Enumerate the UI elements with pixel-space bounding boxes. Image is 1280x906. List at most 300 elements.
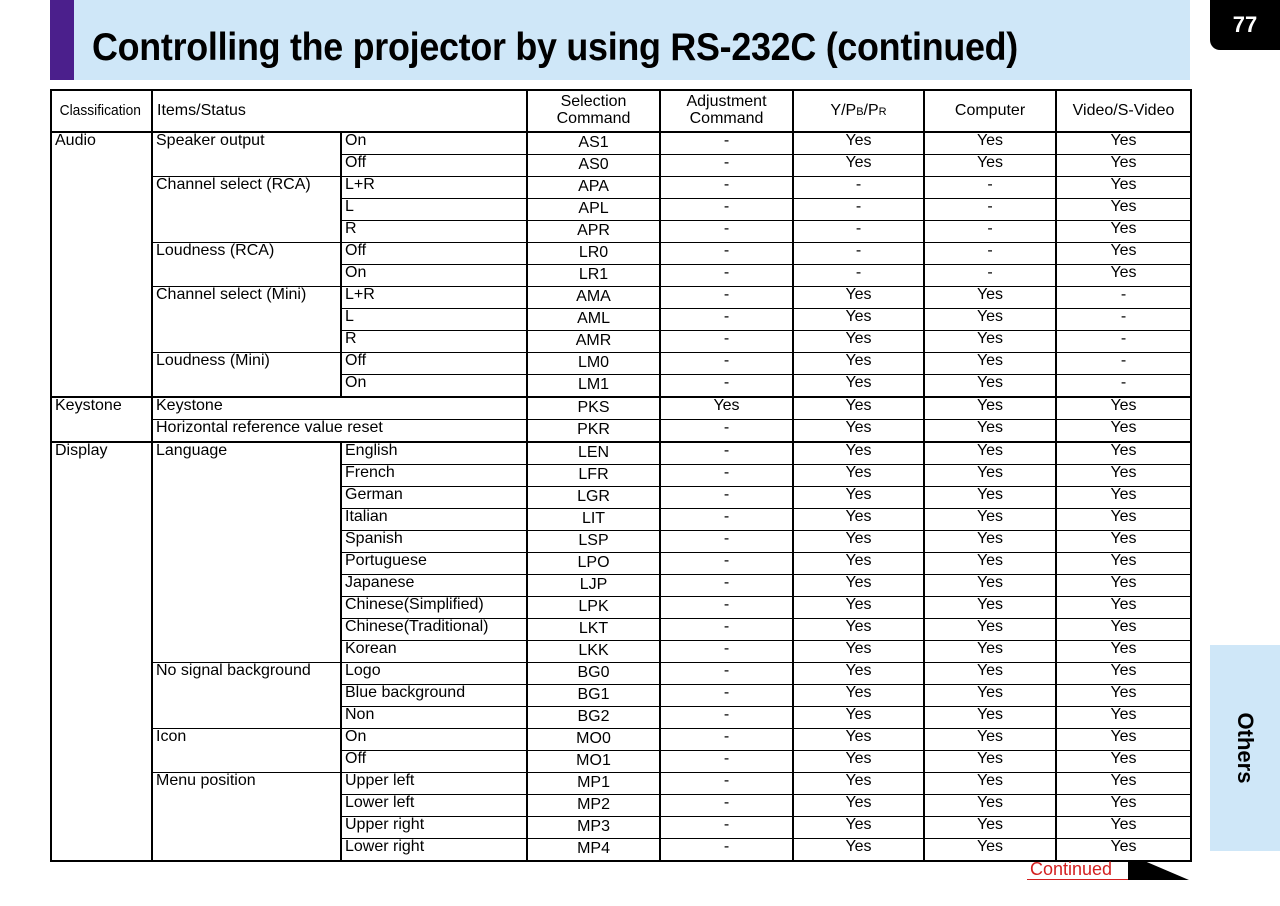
- ypbpr-cell: Yes: [793, 751, 924, 773]
- computer-cell: Yes: [924, 641, 1056, 663]
- adjustment-command-cell: -: [660, 375, 793, 398]
- video-cell: Yes: [1056, 465, 1191, 487]
- adjustment-command-cell: -: [660, 487, 793, 509]
- computer-cell: Yes: [924, 287, 1056, 309]
- video-cell: -: [1056, 353, 1191, 375]
- adjustment-command-cell: -: [660, 707, 793, 729]
- selection-command-cell: APA: [527, 177, 660, 199]
- item-cell: Loudness (RCA): [152, 243, 341, 265]
- adjustment-command-cell: -: [660, 553, 793, 575]
- table-row: [51, 685, 1191, 707]
- table-row: [51, 442, 1191, 465]
- status-cell: L+R: [341, 177, 527, 199]
- ypbpr-cell: Yes: [793, 309, 924, 331]
- ypbpr-cell: Yes: [793, 397, 924, 420]
- ypbpr-cell: Yes: [793, 155, 924, 177]
- computer-cell: Yes: [924, 839, 1056, 862]
- computer-cell: Yes: [924, 155, 1056, 177]
- adjustment-command-cell: -: [660, 265, 793, 287]
- section-side-tab-label: Others: [1233, 712, 1258, 784]
- computer-cell: Yes: [924, 442, 1056, 465]
- status-cell: Blue background: [341, 685, 527, 707]
- classification-cell: [51, 817, 152, 839]
- computer-cell: Yes: [924, 707, 1056, 729]
- status-cell: French: [341, 465, 527, 487]
- video-cell: Yes: [1056, 839, 1191, 862]
- status-cell: Off: [341, 155, 527, 177]
- item-cell: Loudness (Mini): [152, 353, 341, 375]
- classification-cell: [51, 729, 152, 751]
- computer-cell: Yes: [924, 575, 1056, 597]
- adjustment-command-cell: -: [660, 641, 793, 663]
- video-cell: Yes: [1056, 531, 1191, 553]
- item-cell: Icon: [152, 729, 341, 751]
- classification-cell: [51, 309, 152, 331]
- video-cell: Yes: [1056, 685, 1191, 707]
- selection-command-cell: MP2: [527, 795, 660, 817]
- table-row: [51, 729, 1191, 751]
- ypbpr-cell: Yes: [793, 641, 924, 663]
- table-row: [51, 619, 1191, 641]
- status-cell: Chinese(Simplified): [341, 597, 527, 619]
- classification-cell: [51, 839, 152, 862]
- classification-cell: Keystone: [51, 397, 152, 420]
- status-cell: English: [341, 442, 527, 465]
- status-cell: Italian: [341, 509, 527, 531]
- video-cell: Yes: [1056, 597, 1191, 619]
- ypbpr-cell: Yes: [793, 839, 924, 862]
- video-cell: Yes: [1056, 243, 1191, 265]
- computer-cell: Yes: [924, 331, 1056, 353]
- item-cell: [152, 839, 341, 862]
- selection-command-cell: LEN: [527, 442, 660, 465]
- video-cell: Yes: [1056, 553, 1191, 575]
- page-number: 77: [1232, 12, 1258, 37]
- ypbpr-cell: Yes: [793, 353, 924, 375]
- adjustment-command-cell: -: [660, 729, 793, 751]
- status-cell: Non: [341, 707, 527, 729]
- table-row: [51, 331, 1191, 353]
- table-row: [51, 487, 1191, 509]
- adjustment-command-cell: -: [660, 509, 793, 531]
- adjustment-command-cell: -: [660, 663, 793, 685]
- header-classification: Classification: [55, 90, 148, 132]
- selection-command-cell: LPO: [527, 553, 660, 575]
- classification-cell: [51, 177, 152, 199]
- computer-cell: -: [924, 243, 1056, 265]
- computer-cell: Yes: [924, 397, 1056, 420]
- status-cell: Lower right: [341, 839, 527, 862]
- item-cell: [152, 155, 341, 177]
- ypbpr-cell: Yes: [793, 773, 924, 795]
- video-cell: Yes: [1056, 707, 1191, 729]
- item-cell: [152, 199, 341, 221]
- header-adjustment-line2: Command: [689, 110, 764, 127]
- video-cell: Yes: [1056, 442, 1191, 465]
- continued-label[interactable]: Continued: [1030, 859, 1113, 879]
- status-cell: Japanese: [341, 575, 527, 597]
- computer-cell: Yes: [924, 353, 1056, 375]
- ypbpr-cell: Yes: [793, 795, 924, 817]
- item-cell: [152, 221, 341, 243]
- ypbpr-cell: -: [793, 199, 924, 221]
- selection-command-cell: APR: [527, 221, 660, 243]
- item-cell: [152, 795, 341, 817]
- selection-command-cell: LKK: [527, 641, 660, 663]
- item-cell: [152, 619, 341, 641]
- selection-command-cell: LKT: [527, 619, 660, 641]
- classification-cell: [51, 531, 152, 553]
- status-cell: R: [341, 331, 527, 353]
- computer-cell: Yes: [924, 817, 1056, 839]
- adjustment-command-cell: -: [660, 442, 793, 465]
- table-row: [51, 375, 1191, 398]
- section-side-tab[interactable]: [1210, 645, 1280, 851]
- classification-cell: [51, 641, 152, 663]
- table-row: [51, 243, 1191, 265]
- item-cell: Channel select (RCA): [152, 177, 341, 199]
- header-selection-command: [527, 90, 660, 132]
- selection-command-cell: AS0: [527, 155, 660, 177]
- rs232c-command-table: [50, 89, 1192, 862]
- adjustment-command-cell: -: [660, 132, 793, 155]
- table-row: [51, 155, 1191, 177]
- ypbpr-cell: -: [793, 265, 924, 287]
- computer-cell: Yes: [924, 729, 1056, 751]
- item-cell: [152, 553, 341, 575]
- classification-cell: [51, 221, 152, 243]
- ypbpr-cell: Yes: [793, 553, 924, 575]
- classification-cell: [51, 199, 152, 221]
- ypbpr-cell: Yes: [793, 619, 924, 641]
- selection-command-cell: AMR: [527, 331, 660, 353]
- selection-command-cell: LIT: [527, 509, 660, 531]
- continued-underline: [1027, 879, 1132, 880]
- classification-cell: [51, 243, 152, 265]
- selection-command-cell: MO1: [527, 751, 660, 773]
- header-adjustment-command: [660, 90, 793, 132]
- computer-cell: Yes: [924, 663, 1056, 685]
- table-row: [51, 553, 1191, 575]
- selection-command-cell: MO0: [527, 729, 660, 751]
- table-row: [51, 575, 1191, 597]
- adjustment-command-cell: -: [660, 597, 793, 619]
- table-row: [51, 221, 1191, 243]
- selection-command-cell: LSP: [527, 531, 660, 553]
- video-cell: Yes: [1056, 795, 1191, 817]
- computer-cell: Yes: [924, 509, 1056, 531]
- selection-command-cell: AML: [527, 309, 660, 331]
- status-cell: Upper right: [341, 817, 527, 839]
- video-cell: Yes: [1056, 132, 1191, 155]
- item-cell: [152, 487, 341, 509]
- adjustment-command-cell: -: [660, 309, 793, 331]
- status-cell: Lower left: [341, 795, 527, 817]
- selection-command-cell: BG0: [527, 663, 660, 685]
- table-row: [51, 265, 1191, 287]
- ypbpr-cell: -: [793, 221, 924, 243]
- header-selection-line1: Selection: [560, 93, 627, 111]
- adjustment-command-cell: -: [660, 287, 793, 309]
- video-cell: Yes: [1056, 265, 1191, 287]
- ypbpr-cell: Yes: [793, 487, 924, 509]
- status-cell: Upper left: [341, 773, 527, 795]
- status-cell: Chinese(Traditional): [341, 619, 527, 641]
- classification-cell: [51, 773, 152, 795]
- table-row: [51, 309, 1191, 331]
- item-cell: [152, 375, 341, 398]
- computer-cell: Yes: [924, 751, 1056, 773]
- adjustment-command-cell: -: [660, 420, 793, 443]
- classification-cell: [51, 619, 152, 641]
- computer-cell: Yes: [924, 420, 1056, 443]
- table-row: [51, 177, 1191, 199]
- classification-cell: [51, 420, 152, 443]
- adjustment-command-cell: -: [660, 685, 793, 707]
- item-cell: Horizontal reference value reset: [152, 420, 527, 443]
- selection-command-cell: LGR: [527, 487, 660, 509]
- adjustment-command-cell: -: [660, 751, 793, 773]
- title-accent-bar: [50, 0, 74, 80]
- ypbpr-cell: Yes: [793, 707, 924, 729]
- computer-cell: -: [924, 265, 1056, 287]
- table-row: [51, 663, 1191, 685]
- computer-cell: -: [924, 199, 1056, 221]
- item-cell: [152, 707, 341, 729]
- ypbpr-cell: Yes: [793, 420, 924, 443]
- table-row: [51, 397, 1191, 420]
- item-cell: [152, 331, 341, 353]
- video-cell: Yes: [1056, 397, 1191, 420]
- adjustment-command-cell: -: [660, 221, 793, 243]
- page-title: Controlling the projector by using RS-232C (continued): [92, 26, 1018, 69]
- computer-cell: Yes: [924, 375, 1056, 398]
- video-cell: Yes: [1056, 619, 1191, 641]
- table-row: [51, 132, 1191, 155]
- header-ypbpr: [793, 90, 924, 132]
- classification-cell: [51, 553, 152, 575]
- status-cell: Spanish: [341, 531, 527, 553]
- classification-cell: Display: [51, 442, 152, 465]
- classification-cell: [51, 487, 152, 509]
- video-cell: Yes: [1056, 199, 1191, 221]
- header-ypbpr-r: R: [878, 105, 887, 118]
- status-cell: L: [341, 199, 527, 221]
- ypbpr-cell: Yes: [793, 817, 924, 839]
- adjustment-command-cell: -: [660, 353, 793, 375]
- item-cell: Menu position: [152, 773, 341, 795]
- video-cell: -: [1056, 287, 1191, 309]
- table-row: [51, 773, 1191, 795]
- adjustment-command-cell: -: [660, 839, 793, 862]
- adjustment-command-cell: -: [660, 177, 793, 199]
- adjustment-command-cell: -: [660, 619, 793, 641]
- classification-cell: Audio: [51, 132, 152, 155]
- video-cell: Yes: [1056, 221, 1191, 243]
- item-cell: [152, 309, 341, 331]
- video-cell: Yes: [1056, 155, 1191, 177]
- selection-command-cell: LR0: [527, 243, 660, 265]
- ypbpr-cell: Yes: [793, 531, 924, 553]
- selection-command-cell: BG1: [527, 685, 660, 707]
- selection-command-cell: MP4: [527, 839, 660, 862]
- selection-command-cell: LM0: [527, 353, 660, 375]
- selection-command-cell: LM1: [527, 375, 660, 398]
- selection-command-cell: LFR: [527, 465, 660, 487]
- ypbpr-cell: Yes: [793, 575, 924, 597]
- header-ypbpr-b: B: [856, 105, 864, 118]
- video-cell: Yes: [1056, 177, 1191, 199]
- header-items-status: Items/Status: [152, 90, 527, 132]
- classification-cell: [51, 465, 152, 487]
- classification-cell: [51, 265, 152, 287]
- adjustment-command-cell: -: [660, 817, 793, 839]
- selection-command-cell: BG2: [527, 707, 660, 729]
- status-cell: Off: [341, 751, 527, 773]
- video-cell: Yes: [1056, 487, 1191, 509]
- computer-cell: Yes: [924, 597, 1056, 619]
- header-ypbpr-sep: /P: [863, 101, 879, 119]
- item-cell: [152, 531, 341, 553]
- video-cell: Yes: [1056, 817, 1191, 839]
- selection-command-cell: LR1: [527, 265, 660, 287]
- table-header-row: [51, 90, 1191, 132]
- selection-command-cell: PKR: [527, 420, 660, 443]
- computer-cell: Yes: [924, 553, 1056, 575]
- video-cell: Yes: [1056, 729, 1191, 751]
- ypbpr-cell: Yes: [793, 685, 924, 707]
- status-cell: L: [341, 309, 527, 331]
- ypbpr-cell: -: [793, 177, 924, 199]
- classification-cell: [51, 287, 152, 309]
- table-row: [51, 597, 1191, 619]
- video-cell: Yes: [1056, 663, 1191, 685]
- selection-command-cell: AMA: [527, 287, 660, 309]
- item-cell: [152, 575, 341, 597]
- adjustment-command-cell: -: [660, 155, 793, 177]
- ypbpr-cell: Yes: [793, 509, 924, 531]
- selection-command-cell: LJP: [527, 575, 660, 597]
- status-cell: Off: [341, 353, 527, 375]
- selection-command-cell: AS1: [527, 132, 660, 155]
- ypbpr-cell: Yes: [793, 287, 924, 309]
- computer-cell: -: [924, 177, 1056, 199]
- table-row: [51, 353, 1191, 375]
- selection-command-cell: LPK: [527, 597, 660, 619]
- table-row: [51, 199, 1191, 221]
- table-row: [51, 795, 1191, 817]
- table-row: [51, 707, 1191, 729]
- classification-cell: [51, 597, 152, 619]
- adjustment-command-cell: -: [660, 331, 793, 353]
- adjustment-command-cell: -: [660, 531, 793, 553]
- video-cell: Yes: [1056, 575, 1191, 597]
- classification-cell: [51, 663, 152, 685]
- adjustment-command-cell: -: [660, 795, 793, 817]
- header-selection-line2: Command: [556, 110, 631, 127]
- selection-command-cell: PKS: [527, 397, 660, 420]
- classification-cell: [51, 575, 152, 597]
- ypbpr-cell: Yes: [793, 465, 924, 487]
- item-cell: No signal background: [152, 663, 341, 685]
- video-cell: Yes: [1056, 773, 1191, 795]
- item-cell: Language: [152, 442, 341, 465]
- video-cell: -: [1056, 375, 1191, 398]
- computer-cell: Yes: [924, 132, 1056, 155]
- ypbpr-cell: Yes: [793, 331, 924, 353]
- video-cell: Yes: [1056, 751, 1191, 773]
- computer-cell: Yes: [924, 531, 1056, 553]
- header-video: Video/S-Video: [1056, 90, 1191, 132]
- header-computer: Computer: [924, 90, 1056, 132]
- adjustment-command-cell: -: [660, 465, 793, 487]
- computer-cell: Yes: [924, 685, 1056, 707]
- computer-cell: Yes: [924, 309, 1056, 331]
- ypbpr-cell: Yes: [793, 132, 924, 155]
- table-row: [51, 509, 1191, 531]
- classification-cell: [51, 751, 152, 773]
- adjustment-command-cell: -: [660, 773, 793, 795]
- video-cell: Yes: [1056, 509, 1191, 531]
- header-adjustment-line1: Adjustment: [686, 93, 767, 111]
- computer-cell: Yes: [924, 487, 1056, 509]
- status-cell: On: [341, 132, 527, 155]
- selection-command-cell: MP1: [527, 773, 660, 795]
- item-cell: Channel select (Mini): [152, 287, 341, 309]
- classification-cell: [51, 795, 152, 817]
- computer-cell: Yes: [924, 619, 1056, 641]
- ypbpr-cell: Yes: [793, 442, 924, 465]
- ypbpr-cell: Yes: [793, 597, 924, 619]
- classification-cell: [51, 509, 152, 531]
- status-cell: R: [341, 221, 527, 243]
- item-cell: [152, 509, 341, 531]
- item-cell: [152, 685, 341, 707]
- computer-cell: -: [924, 221, 1056, 243]
- item-cell: Keystone: [152, 397, 527, 420]
- ypbpr-cell: Yes: [793, 663, 924, 685]
- continued-arrow-icon: [1128, 858, 1190, 882]
- item-cell: Speaker output: [152, 132, 341, 155]
- video-cell: Yes: [1056, 641, 1191, 663]
- video-cell: -: [1056, 309, 1191, 331]
- status-cell: Korean: [341, 641, 527, 663]
- item-cell: [152, 597, 341, 619]
- video-cell: Yes: [1056, 420, 1191, 443]
- classification-cell: [51, 375, 152, 398]
- table-row: [51, 465, 1191, 487]
- computer-cell: Yes: [924, 795, 1056, 817]
- page-number-tab: [1210, 0, 1280, 50]
- status-cell: L+R: [341, 287, 527, 309]
- ypbpr-cell: -: [793, 243, 924, 265]
- item-cell: [152, 817, 341, 839]
- adjustment-command-cell: -: [660, 575, 793, 597]
- ypbpr-cell: Yes: [793, 375, 924, 398]
- header-ypbpr-y: Y/P: [830, 101, 857, 119]
- adjustment-command-cell: -: [660, 243, 793, 265]
- status-cell: On: [341, 375, 527, 398]
- selection-command-cell: MP3: [527, 817, 660, 839]
- status-cell: Portuguese: [341, 553, 527, 575]
- classification-cell: [51, 331, 152, 353]
- item-cell: [152, 465, 341, 487]
- item-cell: [152, 265, 341, 287]
- computer-cell: Yes: [924, 773, 1056, 795]
- status-cell: Logo: [341, 663, 527, 685]
- status-cell: German: [341, 487, 527, 509]
- classification-cell: [51, 685, 152, 707]
